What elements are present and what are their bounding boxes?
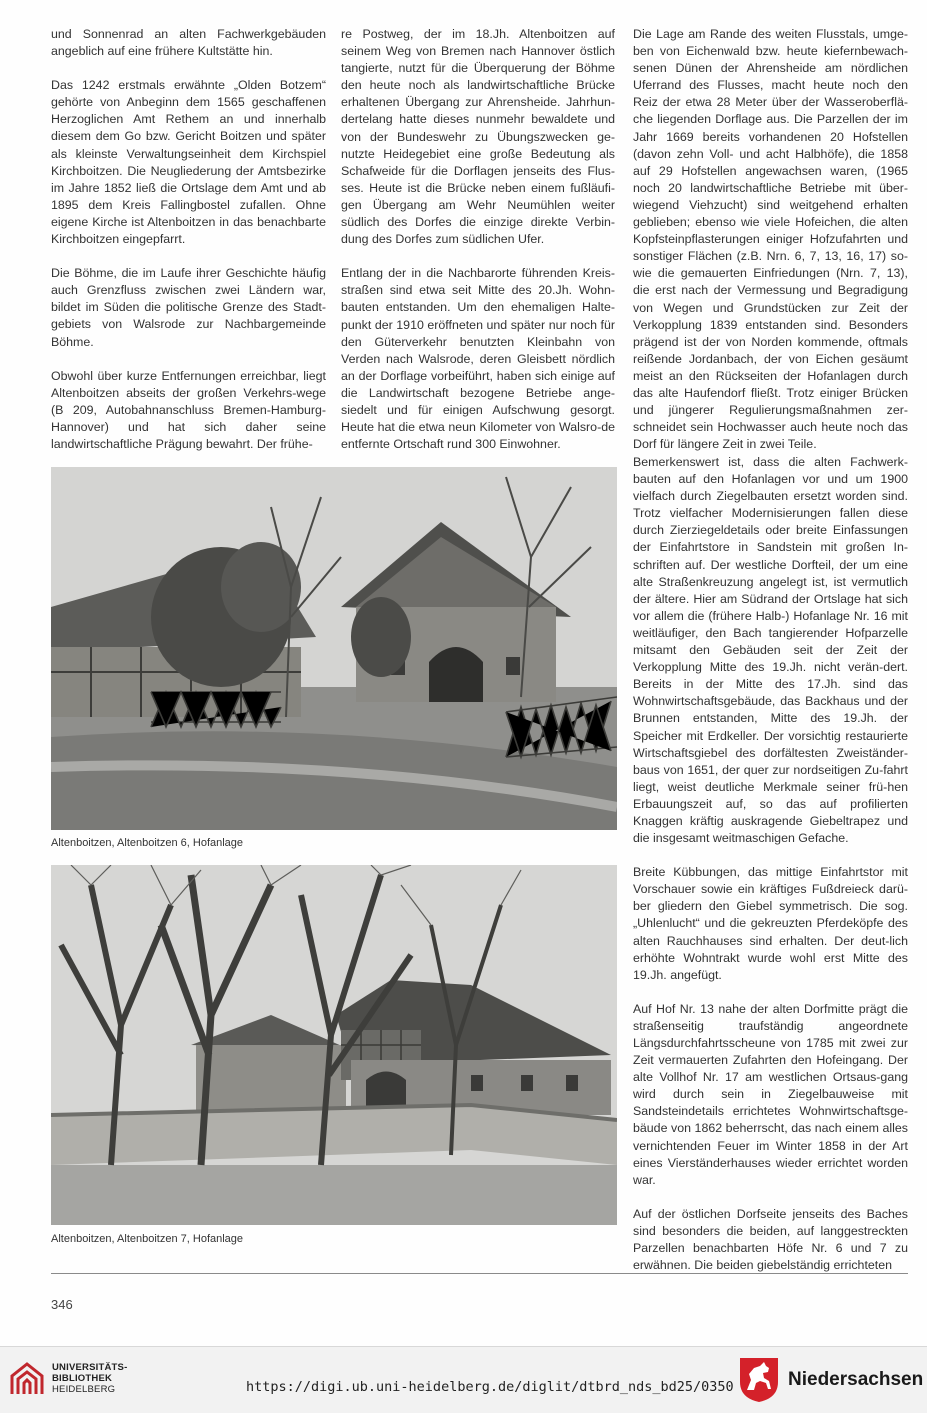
- paragraph: Obwohl über kurze Entfernungen erreichbar, liegt Altenboitzen abseits der großen Verkehrs-wege (B 209, Autobahnanschluss Bremen-Hamburg-Hannover) und hat sich daher seine landwirtschaftliche Prägung bewahrt. Der frühe-: [51, 368, 326, 451]
- paragraph: re Postweg, der im 18.Jh. Altenboitzen auf seinem Weg von Bremen nach Hannover östlich tangierte, nutzt für die Überquerung der Böhme den heute noch als landwirtschaftliche Brücke erhaltenen Übergang zur Ahrensheide. Jahrhun-dertelang hatte dieses nunmehr bewaldete und von der Bundeswehr zu Übungszwecken ge-nutzte Heidegebiet eine große Bedeutung als Schafweide für die Dorflagen jenseits des Flus-ses. Heute ist die Brücke neben einem fußläufi-gen Übergang am Wehr Neumühlen weiter südlich des Dorfes die einzige direkte Verbin-dung des Dorfes zum südlichen Ufer.: [341, 27, 615, 247]
- library-name[interactable]: [52, 1362, 127, 1395]
- paragraph: Breite Kübbungen, das mittige Einfahrtstor mit Vorschauer sowie ein kräftiges Fußdreieck darü-ber gliedern den Giebel symmetrisch. Die sog. „Uhlenlucht“ und die gekreuzten Pferdeköpfe des alten Rauchhauses sind erhalten. Der deut-lich erhöhte Wohntrakt wurde wohl erst Mitte des 19.Jh. angefügt.: [633, 865, 908, 982]
- niedersachsen-horse-emblem-icon[interactable]: [738, 1356, 780, 1404]
- farmstead-photo-1: [51, 467, 617, 830]
- photo-caption-2: Altenboitzen, Altenboitzen 7, Hofanlage: [51, 1233, 244, 1245]
- paragraph: Das 1242 erstmals erwähnte „Olden Botzem“ gehörte von Anbeginn dem 1565 geschaffenen Herzoglichen Amt Rethem an und innerhalb diesem dem Go bzw. Gericht Boitzen und später als kleinste Verwaltungseinheit dem Kirchspiel Kirchboitzen. Die Neugliederung der Amtsbezirke im Jahre 1852 ließ die Ortslage dem Amt und ab 1895 dem Kreis Fallingbostel zufallen. Ohne eigene Kirche ist Altenboitzen in das benachbarte Kirchboitzen eingepfarrt.: [51, 78, 326, 247]
- text-column-2: [341, 26, 615, 453]
- footer-rule: [51, 1273, 908, 1274]
- paragraph: Auf der östlichen Dorfseite jenseits des Baches sind besonders die beiden, auf langgestreckten Parzellen benachbarten Höfe Nr. 6 und 7 zu erwähnen. Die beiden giebelständig errichteten: [633, 1206, 908, 1273]
- library-name-line-3: HEIDELBERG: [52, 1384, 116, 1395]
- farmstead-photo-2-image: [51, 865, 617, 1225]
- viewer-footer: [0, 1346, 927, 1413]
- library-name-line-1: UNIVERSITÄTS-: [52, 1362, 128, 1373]
- library-name-line-2: BIBLIOTHEK: [52, 1373, 113, 1384]
- document-url[interactable]: https://digi.ub.uni-heidelberg.de/diglit/dtbrd_nds_bd25/0350: [246, 1379, 734, 1395]
- paragraph: Auf Hof Nr. 13 nahe der alten Dorfmitte prägt die straßenseitig traufständig angeordnete Längsdurchfahrtsscheune von 1785 mit zwei zur Zeit vermauerten Zufahrten den Hofeingang. Der alte Vollhof Nr. 17 am westlichen Ortsaus-gang wird durch sein in Ziegelbauweise mit Sandsteindetails errichtetes Wohnwirtschaftsge-bäude von 1862 beherrscht, das nach einem alles vernichtenden Feuer im Winter 1858 in der Art eines Vierständerhauses wieder errichtet worden war.: [633, 1001, 908, 1187]
- text-column-1: [51, 26, 326, 453]
- paragraph: Entlang der in die Nachbarorte führenden Kreis-straßen sind etwa seit Mitte des 20.Jh. Wohn-bauten entstanden. Um den ehemaligen Halte-punkt der 1910 eröffneten und später nur noch für den Güterverkehr benutzten Kleinbahn von Verden nach Walsrode, deren Gleisbett nördlich an der Dorflage vorbeiführt, haben sich einige auf die Landwirtschaft bezogene Betriebe ange-siedelt und für einigen Aufschwung gesorgt. Heute hat die etwa neun Kilometer von Walsro-de entfernte Ortschaft rund 300 Einwohner.: [341, 266, 615, 452]
- state-name[interactable]: Niedersachsen: [788, 1369, 924, 1390]
- paragraph: Die Lage am Rande des weiten Flusstals, umge-ben von Eichenwald bzw. heute kiefernbewach-senen Dünen der Ahrensheide am nördlichen Uferrand des Flusses, macht heute noch den Reiz der etwa 28 Meter über der Wasseroberflä-che liegenden Dorflage aus. Die Parzellen der im Jahr 1669 bereits vorhandenen 20 Hofstellen (davon zehn Voll- und acht Halbhöfe), die 1858 auf 29 Hofstellen angewachsen waren, (1965 noch 20 landwirtschaftliche Betriebe mit über-wiegend Viehzucht) sind weitgehend erhalten geblieben; ebenso wie viele Hofeichen, die alten Kopfsteinpflasterungen einiger Hofzufahrten und sonstiger Flächen (z.B. Nrn. 6, 7, 13, 16, 17) so-wie die gemauerten Einfriedungen (Nrn. 7, 13), die erst nach der Vermessung und Begradigung von Wegen und Grundstücken zur Zeit der Verkopplung 1839 entstanden sind. Besonders prägend ist der von Norden kommende, oftmals reißende Jordanbach, der von Eichen gesäumt meist an den Rückseiten der Hofanlagen durch das alte Haufendorf fließt. Trotz einiger Brücken und jüngerer Regulierungsmaßnahmen zer-schneidet sein Hochwasser auch heute noch das Dorf für längere Zeit in zwei Teile.: [633, 27, 908, 452]
- photo-caption-1: Altenboitzen, Altenboitzen 6, Hofanlage: [51, 837, 244, 849]
- ub-heidelberg-logo-icon[interactable]: [10, 1362, 44, 1396]
- page-number: 346: [51, 1297, 73, 1312]
- farmstead-photo-1-image: [51, 467, 617, 830]
- text-column-4: [633, 454, 908, 1274]
- paragraph: Bemerkenswert ist, dass die alten Fachwerk-bauten auf den Hofanlagen vor und um 1900 vielfach durch Ziegelbauten ersetzt worden sind. Trotz vielfacher Modernisierungen fallen diese durch Zierziegeldetails oder breite Einfassungen der Einfahrtstore in Sandstein mit großen In-schriften auf. Der westliche Dorfteil, der um eine alte Straßenkreuzung angelegt ist, ist vermutlich der ältere. Hier am Südrand der Ortslage hat sich vor allem die (frühere Halb-) Hofanlage Nr. 16 mit weitläufiger, den Bach tangierender Hofparzelle mitsamt den Gebäuden seit der Zeit der Verkopplung Mitte des 19.Jh. nicht verän-dert. Bereits in der Mitte des 17.Jh. sind das Wohnwirtschaftsgebäude, das Backhaus und der Brunnen entstanden, Mitte des 19.Jh. der Speicher mit Erdkeller. Der vorsichtig restaurierte Wirtschaftsgiebel des dorfältesten Zweiständer-baus von 1651, der quer zur nordseitigen Zu-fahrt liegt, weist deutliche Merkmale seiner frü-hen Erbauungszeit auf, so das auf profilierten Knaggen kräftig auskragende Giebeltrapez und die insgesamt weitmaschigen Gefache.: [633, 455, 908, 846]
- text-column-3: [633, 26, 908, 453]
- farmstead-photo-2: [51, 865, 617, 1225]
- paragraph: und Sonnenrad an alten Fachwerkgebäuden angeblich auf eine frühere Kultstätte hin.: [51, 27, 326, 59]
- paragraph: Die Böhme, die im Laufe ihrer Geschichte häufig auch Grenzfluss zwischen zwei Ländern war, bildet im Süden die politische Grenze des Stadt-gebiets von Walsrode zur Nachbargemeinde Böhme.: [51, 266, 326, 349]
